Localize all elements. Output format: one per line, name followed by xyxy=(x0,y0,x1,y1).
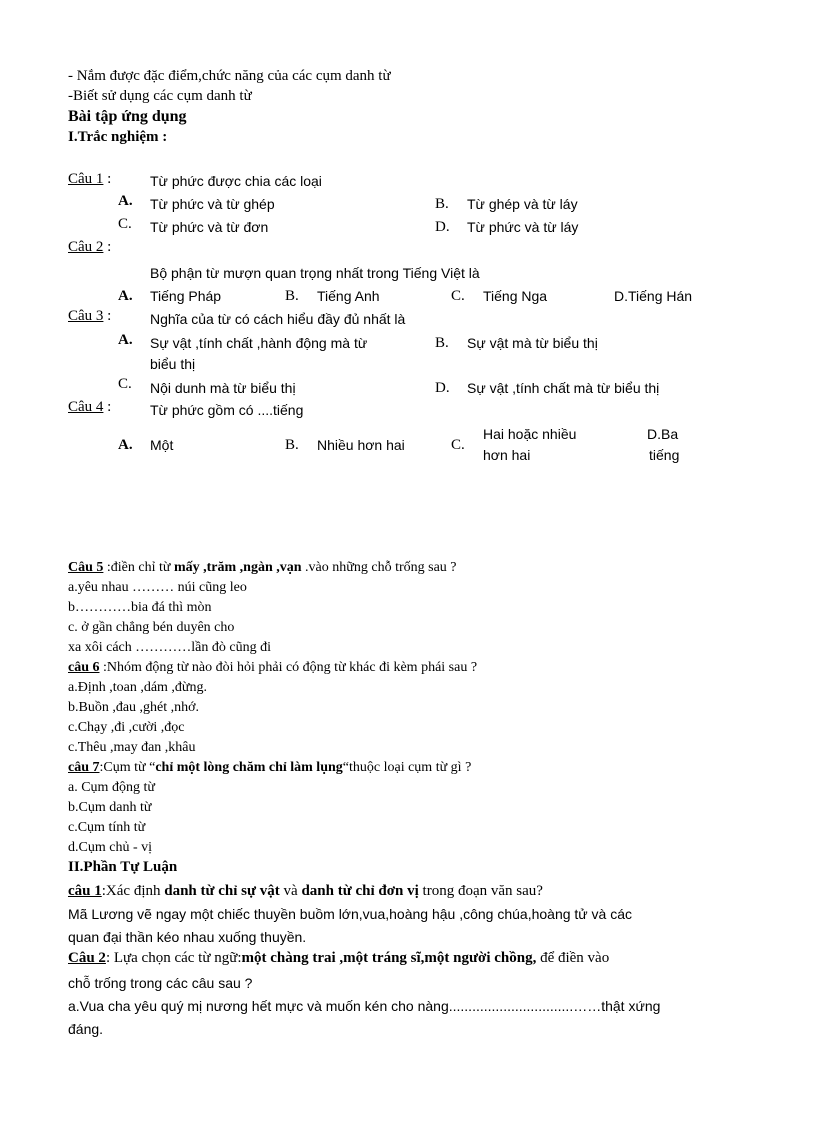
q5-text-a: :điền chỉ từ xyxy=(103,560,174,575)
mc-q2-a-text: Tiếng Pháp xyxy=(150,288,222,304)
q7-heading xyxy=(68,760,471,776)
mc-q1-label xyxy=(68,171,111,188)
essay2-phrases: một chàng trai ,một tráng sĩ,một người chồng, xyxy=(241,950,537,966)
mc-q4-a-letter: A. xyxy=(118,437,133,453)
q6-option-c: c.Chạy ,đi ,cười ,đọc xyxy=(68,720,185,735)
mc-q1-d-letter: D. xyxy=(435,219,450,235)
essay1-text-b: và xyxy=(279,883,302,899)
mc-q4-d-text-line1: D.Ba xyxy=(647,426,679,442)
mc-q1-c-letter: C. xyxy=(118,216,132,232)
mc-q3-b-text: Sự vật mà từ biểu thị xyxy=(467,335,598,351)
q7-text-b: “thuộc loại cụm từ gì ? xyxy=(342,760,472,775)
q6-heading xyxy=(68,660,477,676)
mc-q1-b-text: Từ ghép và từ láy xyxy=(467,196,578,212)
part1-title: I.Trắc nghiệm : xyxy=(68,129,168,145)
mc-q4-c-text-line1: Hai hoặc nhiều xyxy=(483,426,577,442)
q7-phrase: chỉ một lòng chăm chỉ làm lụng xyxy=(155,760,343,775)
mc-q1-b-letter: B. xyxy=(435,196,449,212)
mc-q3-d-letter: D. xyxy=(435,380,450,396)
mc-q2-b-letter: B. xyxy=(285,288,299,304)
mc-q3-b-letter: B. xyxy=(435,335,449,351)
mc-q3-a-text-line1: Sự vật ,tính chất ,hành động mà từ xyxy=(150,335,368,351)
mc-q2-colon: : xyxy=(103,239,112,255)
q7-text-a: :Cụm từ “ xyxy=(99,760,156,775)
mc-q4-b-text: Nhiều hơn hai xyxy=(317,437,405,453)
q5-label: Câu 5 xyxy=(68,560,104,575)
mc-q3-a-text-line2: biểu thị xyxy=(150,356,196,372)
q7-option-d: d.Cụm chủ - vị xyxy=(68,840,152,855)
q6-text: :Nhóm động từ nào đòi hỏi phải có động từ khác đi kèm phái sau ? xyxy=(99,660,478,675)
mc-q2-a-letter: A. xyxy=(118,288,133,304)
essay2-line2: chỗ trống trong các câu sau ? xyxy=(68,975,253,991)
q6-option-d: c.Thêu ,may đan ,khâu xyxy=(68,740,196,755)
q5-keywords: mấy ,trăm ,ngàn ,vạn xyxy=(173,560,302,575)
essay1-bold-1: danh từ chỉ sự vật xyxy=(164,883,280,899)
q5-heading xyxy=(68,560,457,576)
mc-q2-b-text: Tiếng Anh xyxy=(317,288,380,304)
q7-label: câu 7 xyxy=(68,760,100,775)
objective-line-2: -Biết sử dụng các cụm danh từ xyxy=(68,88,252,104)
mc-q2-label xyxy=(68,239,111,256)
q6-option-a: a.Định ,toan ,dám ,đừng. xyxy=(68,680,208,695)
essay1-bold-2: danh từ chỉ đơn vị xyxy=(301,883,419,899)
q5-line-c: c. ở gần chẳng bén duyên cho xyxy=(68,620,235,635)
mc-q4-colon: : xyxy=(103,399,112,415)
mc-q3-d-text: Sự vật ,tính chất mà từ biểu thị xyxy=(467,380,660,396)
essay2-label: Câu 2 xyxy=(68,950,106,966)
mc-q3-label xyxy=(68,308,111,325)
essay1-heading xyxy=(68,883,543,900)
essay1-text-a: :Xác định xyxy=(101,883,165,899)
essay1-text-c: trong đoạn văn sau? xyxy=(418,883,543,899)
mc-q3-a-letter: A. xyxy=(118,332,133,348)
essay1-paragraph-line2: quan đại thần kéo nhau xuống thuyền. xyxy=(68,929,307,945)
q7-option-c: c.Cụm tính từ xyxy=(68,820,146,835)
mc-q4-label xyxy=(68,399,111,416)
mc-q2-number: Câu 2 xyxy=(68,239,104,255)
q5-text-b: .vào những chỗ trống sau ? xyxy=(301,560,457,575)
q5-line-b: b…………bia đá thì mòn xyxy=(68,600,212,615)
mc-q4-b-letter: B. xyxy=(285,437,299,453)
mc-q2-text: Bộ phận từ mượn quan trọng nhất trong Tiếng Việt là xyxy=(150,265,480,281)
essay2-item-a-line2: đáng. xyxy=(68,1021,104,1037)
q7-option-b: b.Cụm danh từ xyxy=(68,800,152,815)
mc-q2-c-text: Tiếng Nga xyxy=(483,288,548,304)
mc-q3-number: Câu 3 xyxy=(68,308,104,324)
q7-option-a: a. Cụm động từ xyxy=(68,780,155,795)
mc-q1-c-text: Từ phức và từ đơn xyxy=(150,219,269,235)
q6-option-b: b.Buồn ,đau ,ghét ,nhớ. xyxy=(68,700,200,715)
mc-q4-number: Câu 4 xyxy=(68,399,104,415)
mc-q3-c-letter: C. xyxy=(118,376,132,392)
q5-line-a: a.yêu nhau ……… núi cũng leo xyxy=(68,580,247,595)
mc-q1-a-text: Từ phức và từ ghép xyxy=(150,196,275,212)
part2-title: II.Phần Tự Luận xyxy=(68,859,178,875)
essay1-label: câu 1 xyxy=(68,883,102,899)
mc-q4-text: Từ phức gồm có ....tiếng xyxy=(150,402,304,418)
q5-line-d: xa xôi cách …………lần đò cũng đi xyxy=(68,640,271,655)
mc-q1-d-text: Từ phức và từ láy xyxy=(467,219,579,235)
mc-q3-colon: : xyxy=(103,308,112,324)
essay2-text-b: để điền vào xyxy=(536,950,610,966)
mc-q3-c-text: Nội dunh mà từ biểu thị xyxy=(150,380,296,396)
mc-q1-number: Câu 1 xyxy=(68,171,104,187)
section-title: Bài tập ứng dụng xyxy=(68,108,187,125)
essay2-text-a: : Lựa chọn các từ ngữ: xyxy=(105,950,242,966)
mc-q1-colon: : xyxy=(103,171,112,187)
mc-q4-a-text: Một xyxy=(150,437,174,453)
q6-label: câu 6 xyxy=(68,660,100,675)
mc-q2-c-letter: C. xyxy=(451,288,465,304)
mc-q1-text: Từ phức được chia các loại xyxy=(150,173,322,189)
objective-line-1: - Nắm được đặc điểm,chức năng của các cụm danh từ xyxy=(68,68,391,84)
mc-q4-c-text-line2: hơn hai xyxy=(483,447,531,463)
mc-q1-a-letter: A. xyxy=(118,193,133,209)
essay2-heading xyxy=(68,950,609,967)
essay1-paragraph-line1: Mã Lương vẽ ngay một chiếc thuyền buồm lớn,vua,hoàng hậu ,công chúa,hoàng tử và các xyxy=(68,906,633,922)
mc-q3-text: Nghĩa của từ có cách hiểu đầy đủ nhất là xyxy=(150,311,406,327)
mc-q4-d-text-line2: tiếng xyxy=(649,447,680,463)
mc-q4-c-letter: C. xyxy=(451,437,465,453)
essay2-item-a-line1: a.Vua cha yêu quý mị nương hết mực và muốn kén cho nàng................................……thật xứng xyxy=(68,998,661,1014)
mc-q2-d-text: D.Tiếng Hán xyxy=(614,288,693,304)
